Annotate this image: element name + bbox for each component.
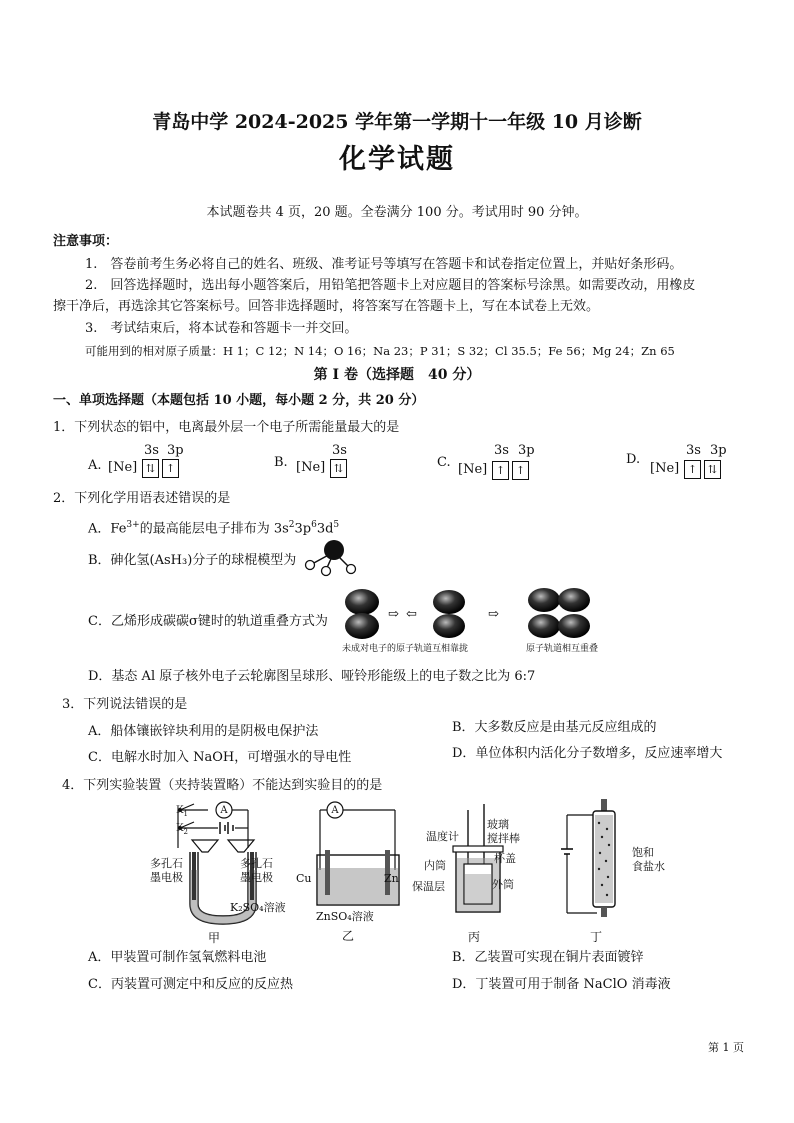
q2-a-mid: 3d xyxy=(316,521,334,537)
q3-d-text: D．单位体积内活化分子数增多，反应速率增大 xyxy=(452,746,723,761)
lid-label: 杯盖 xyxy=(494,852,516,865)
svg-text:⇨: ⇨ xyxy=(388,607,399,622)
q2-option-b[interactable] xyxy=(88,553,296,569)
outer-cup-label: 外筒 xyxy=(492,878,514,891)
brine-label: 食盐水 xyxy=(632,860,665,873)
orbital-box: ↑ xyxy=(492,461,509,480)
apparatus-ding-electrolysis xyxy=(555,795,625,925)
q2-a-text: A．Fe xyxy=(88,521,127,537)
fig-label-yi: 乙 xyxy=(342,929,355,943)
q3-option-d[interactable] xyxy=(452,746,722,762)
orbital-box: ⇅ xyxy=(704,460,721,479)
section-title: 第 I 卷（选择题 40 分） xyxy=(313,367,481,383)
note-2a: 2. 回答选择题时，选出每小题答案后，用铅笔把答题卡上对应题目的答案标号涂黑。如需要改动，用橡皮 xyxy=(85,278,696,293)
orbital-3p-label: 3p xyxy=(710,443,727,458)
orbital-3s-label: 3s xyxy=(494,443,509,458)
q4-stem: 4．下列实验装置（夹持装置略）不能达到实验目的的是 xyxy=(62,778,383,793)
zn-label: Zn xyxy=(384,872,399,885)
svg-text:⇦: ⇦ xyxy=(406,607,417,622)
stirrer-label: 搅拌棒 xyxy=(487,832,520,845)
cu-label: Cu xyxy=(296,872,312,885)
q1-b-label: B. xyxy=(274,455,288,470)
q4-option-a[interactable] xyxy=(88,950,266,966)
orbital-box: ⇅ xyxy=(330,459,347,478)
note-3: 3. 考试结束后，将本试卷和答题卡一并交回。 xyxy=(85,321,358,336)
saturated-label: 饱和 xyxy=(632,846,654,859)
jia-right-electrode-label: 多孔石 xyxy=(240,857,273,870)
ne-core: [Ne] xyxy=(458,462,488,477)
page-number: 第 1 页 xyxy=(708,1041,744,1054)
q2-c-text: C．乙烯形成碳碳σ键时的轨道重叠方式为 xyxy=(88,614,328,629)
q2-option-d[interactable] xyxy=(88,669,535,685)
q3-option-c[interactable] xyxy=(88,750,351,766)
q4-b-text: B．乙装置可实现在铜片表面镀锌 xyxy=(452,950,644,965)
exam-title: 青岛中学 2024-2025 学年第一学期十一年级 10 月诊断 xyxy=(152,111,642,133)
jia-left-electrode-label: 多孔石 xyxy=(150,857,183,870)
ne-core: [Ne] xyxy=(650,461,680,476)
orbital-3s-label: 3s xyxy=(144,443,159,458)
q1-a-label: A. xyxy=(88,458,102,473)
sigma-label-approach: 未成对电子的原子轨道互相靠拢 xyxy=(342,644,469,654)
note-2b: 擦干净后，再选涂其它答案标号。回答非选择题时，将答案写在答题卡上，写在本试卷上无效。 xyxy=(53,299,600,314)
apparatus-yi-plating xyxy=(305,800,415,920)
znso4-label: ZnSO₄溶液 xyxy=(316,910,374,923)
q2-b-text: B．砷化氢(AsH₃)分子的球棍模型为 xyxy=(88,553,297,568)
q2-a-sup: 3+ xyxy=(126,520,140,530)
atomic-masses: 可能用到的相对原子质量：H 1；C 12；N 14；O 16；Na 23；P 31；S 32；Cl 35.5；Fe 56；Mg 24；Zn 65 xyxy=(85,344,675,358)
q2-a-mid: 的最高能层电子排布为 3s xyxy=(139,521,289,537)
orbital-box: ↑ xyxy=(512,461,529,480)
ne-core: [Ne] xyxy=(296,460,326,475)
orbital-3p-label: 3p xyxy=(518,443,535,458)
q2-stem: 2．下列化学用语表述错误的是 xyxy=(53,491,231,506)
k2so4-label: K₂SO₄溶液 xyxy=(230,901,286,914)
k2-label: $K_2$ xyxy=(176,823,188,836)
q1-d-label: D. xyxy=(626,452,641,467)
orbital-box: ⇅ xyxy=(142,459,159,478)
q2-a-sup: 2 xyxy=(288,520,295,530)
q2-a-sup: 5 xyxy=(333,520,340,530)
glass-label: 玻璃 xyxy=(487,818,509,831)
q4-option-b[interactable] xyxy=(452,950,644,966)
q3-option-a[interactable] xyxy=(88,724,318,740)
insulation-label: 保温层 xyxy=(412,880,445,893)
fig-label-bing: 丙 xyxy=(468,930,481,944)
k1-label: $K_1$ xyxy=(176,805,188,818)
orbital-3s-label: 3s xyxy=(332,443,347,458)
q3-b-text: B．大多数反应是由基元反应组成的 xyxy=(452,720,657,735)
ammeter-jia: A xyxy=(220,805,228,816)
part-title: 一、单项选择题（本题包括 10 小题，每小题 2 分，共 20 分） xyxy=(53,393,425,408)
q3-stem: 3．下列说法错误的是 xyxy=(62,697,188,712)
q2-option-c[interactable] xyxy=(88,614,328,630)
q2-a-mid: 3p xyxy=(294,521,312,537)
q3-a-text: A．船体镶嵌锌块利用的是阴极电保护法 xyxy=(88,724,319,739)
q2-d-text: D．基态 Al 原子核外电子云轮廓图呈球形、哑铃形能级上的电子数之比为 6:7 xyxy=(88,669,536,684)
sigma-label-overlap: 原子轨道相互重叠 xyxy=(526,644,599,654)
q4-c-text: C．丙装置可测定中和反应的反应热 xyxy=(88,977,293,992)
orbital-3s-label: 3s xyxy=(686,443,701,458)
jia-right-electrode-label: 墨电极 xyxy=(240,871,273,884)
note-1: 1. 答卷前考生务必将自己的姓名、班级、准考证号等填写在答题卡和试卷指定位置上，并贴好条形码。 xyxy=(85,257,683,272)
q3-c-text: C．电解水时加入 NaOH，可增强水的导电性 xyxy=(88,750,352,765)
q3-option-b[interactable] xyxy=(452,720,657,736)
q4-a-text: A．甲装置可制作氢氧燃料电池 xyxy=(88,950,267,965)
q2-option-a[interactable] xyxy=(88,517,339,537)
q4-option-c[interactable] xyxy=(88,977,293,993)
fig-label-jia: 甲 xyxy=(208,931,221,945)
ash3-ball-stick-model xyxy=(300,538,362,578)
jia-left-electrode-label: 墨电极 xyxy=(150,871,183,884)
q2-a-sup: 6 xyxy=(311,520,317,530)
orbital-box: ↑ xyxy=(162,459,179,478)
ne-core: [Ne] xyxy=(108,460,138,475)
notes-heading: 注意事项： xyxy=(53,234,119,249)
thermometer-label: 温度计 xyxy=(426,830,459,843)
subject-title: 化学试题 xyxy=(339,144,455,175)
orbital-3p-label: 3p xyxy=(167,443,184,458)
q1-c-label: C. xyxy=(437,455,451,470)
inner-cup-label: 内筒 xyxy=(424,859,446,872)
q1-stem: 1．下列状态的铝中，电离最外层一个电子所需能量最大的是 xyxy=(53,420,400,435)
exam-info: 本试题卷共 4 页，20 题。全卷满分 100 分。考试用时 90 分钟。 xyxy=(206,205,588,220)
ammeter-yi: A xyxy=(331,805,339,816)
orbital-box: ↑ xyxy=(684,460,701,479)
q4-d-text: D．丁装置可用于制备 NaClO 消毒液 xyxy=(452,977,671,992)
svg-text:⇨: ⇨ xyxy=(488,607,499,622)
fig-label-ding: 丁 xyxy=(590,930,603,944)
q4-option-d[interactable] xyxy=(452,977,671,993)
